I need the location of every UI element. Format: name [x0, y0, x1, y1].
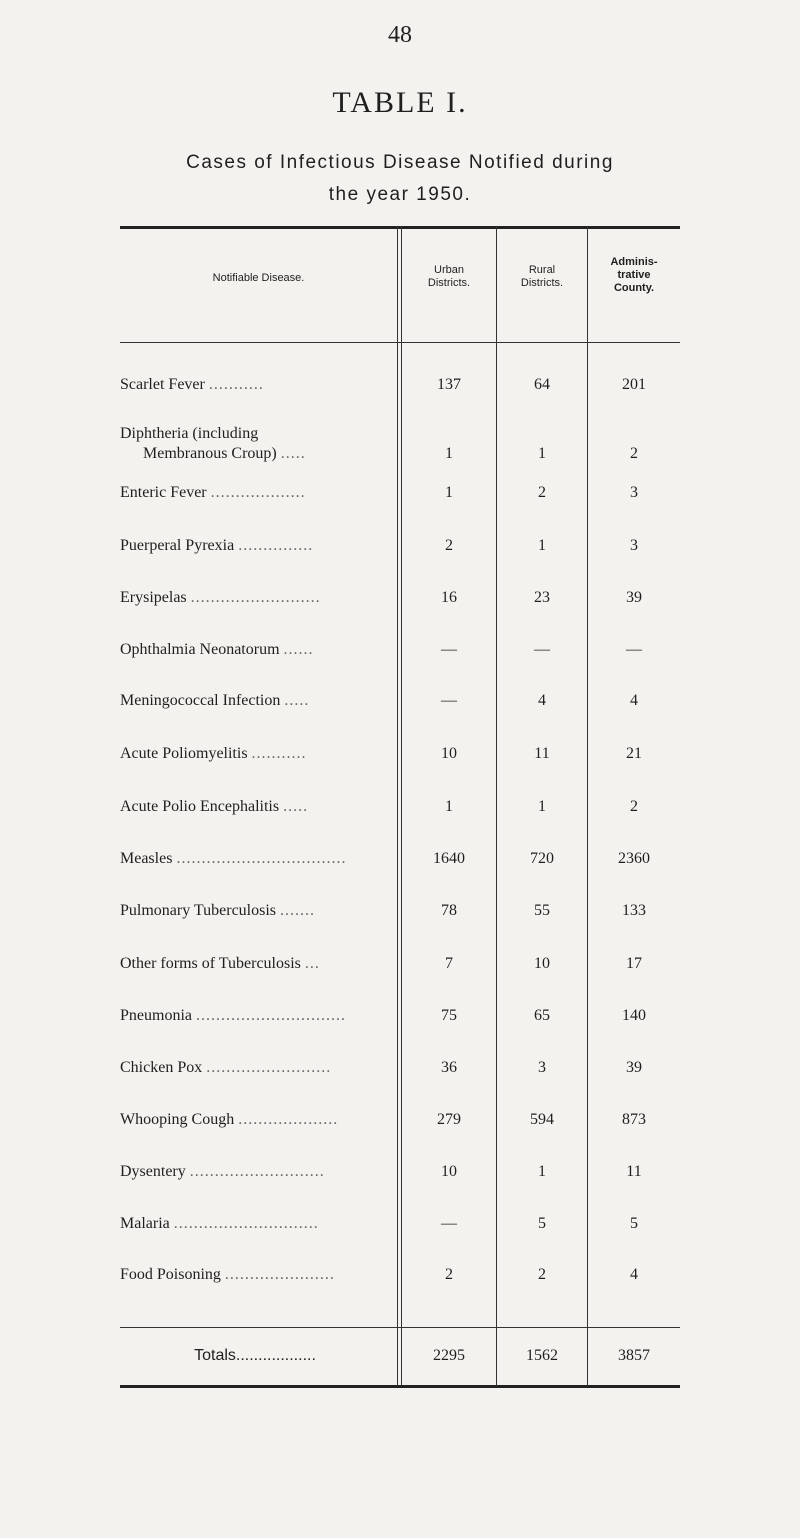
urban-value: 16	[441, 589, 457, 606]
table-row: Enteric Fever ................... 1 2 3	[120, 483, 680, 523]
header-rural: Rural Districts.	[520, 264, 564, 289]
disease-name: Whooping Cough	[120, 1111, 235, 1128]
disease-name: Erysipelas	[120, 589, 187, 606]
rural-value: 1	[538, 537, 546, 554]
admin-total: 3857	[618, 1347, 650, 1364]
admin-value: 2	[630, 445, 638, 462]
rural-value: 10	[534, 955, 550, 972]
rural-value: 2	[538, 1266, 546, 1283]
admin-value: 873	[622, 1111, 646, 1128]
admin-value: 140	[622, 1007, 646, 1024]
rural-value: 11	[534, 745, 550, 762]
urban-value: 1	[445, 484, 453, 501]
notifications-table	[120, 226, 680, 1538]
rural-value: 2	[538, 484, 546, 501]
admin-value: 11	[626, 1163, 642, 1180]
rural-value: 64	[534, 376, 550, 393]
rural-value: 23	[534, 589, 550, 606]
disease-name: Puerperal Pyrexia	[120, 537, 235, 554]
rural-value: —	[534, 641, 550, 658]
urban-value: 2	[445, 1266, 453, 1283]
urban-value: —	[441, 641, 457, 658]
urban-value: 2	[445, 537, 453, 554]
disease-name: Food Poisoning	[120, 1266, 221, 1283]
urban-value: 75	[441, 1007, 457, 1024]
table-row: Measles .................................. 1640 720 2360	[120, 849, 680, 889]
table-subtitle-line1: Cases of Infectious Disease Notified during	[186, 152, 614, 173]
table-row: Erysipelas .......................... 16 23 39	[120, 588, 680, 628]
rural-value: 55	[534, 902, 550, 919]
rural-value: 4	[538, 692, 546, 709]
admin-value: 39	[626, 1059, 642, 1076]
rural-value: 720	[530, 850, 554, 867]
admin-value: 2360	[618, 850, 650, 867]
disease-name: Measles	[120, 850, 173, 867]
rural-total: 1562	[526, 1347, 558, 1364]
rural-value: 1	[538, 798, 546, 815]
totals-label: Totals	[194, 1347, 236, 1364]
admin-value: 3	[630, 484, 638, 501]
table-row: Pneumonia .............................. 75 65 140	[120, 1006, 680, 1046]
urban-value: 1	[445, 445, 453, 462]
admin-value: 133	[622, 902, 646, 919]
header-rule	[120, 342, 680, 343]
table-row: Whooping Cough .................... 279 594 873	[120, 1110, 680, 1150]
admin-value: 5	[630, 1215, 638, 1232]
disease-name: Dysentery	[120, 1163, 186, 1180]
table-row: Scarlet Fever ........... 137 64 201	[120, 375, 680, 415]
disease-name: Enteric Fever	[120, 484, 207, 501]
admin-value: 201	[622, 376, 646, 393]
table-row: Diphtheria (including Membranous Croup) ..... 1 1 2	[120, 424, 680, 464]
rural-value: 3	[538, 1059, 546, 1076]
table-row: Other forms of Tuberculosis ... 7 10 17	[120, 954, 680, 994]
admin-value: 39	[626, 589, 642, 606]
disease-name: Malaria	[120, 1215, 170, 1232]
urban-value: 10	[441, 745, 457, 762]
table-row: Malaria ............................. — 5 5	[120, 1214, 680, 1254]
table-row: Food Poisoning ...................... 2 2 4	[120, 1265, 680, 1305]
urban-value: 279	[437, 1111, 461, 1128]
urban-value: 137	[437, 376, 461, 393]
page-number: 48	[388, 22, 412, 48]
table-row: Pulmonary Tuberculosis ....... 78 55 133	[120, 901, 680, 941]
disease-name: Pulmonary Tuberculosis	[120, 902, 277, 919]
totals-rule	[120, 1327, 680, 1328]
admin-value: 2	[630, 798, 638, 815]
urban-value: —	[441, 692, 457, 709]
rural-value: 1	[538, 1163, 546, 1180]
urban-value: 1640	[433, 850, 465, 867]
urban-value: —	[441, 1215, 457, 1232]
table-row: Ophthalmia Neonatorum ...... — — —	[120, 640, 680, 680]
urban-total: 2295	[433, 1347, 465, 1364]
header-admin-county: Adminis- trative County.	[610, 256, 658, 294]
disease-name: Acute Polio Encephalitis	[120, 798, 280, 815]
table-title: TABLE I.	[332, 86, 468, 119]
table-row: Acute Poliomyelitis ........... 10 11 21	[120, 744, 680, 784]
table-subtitle-line2: the year 1950.	[328, 184, 472, 205]
admin-value: 17	[626, 955, 642, 972]
header-urban: Urban Districts.	[427, 264, 471, 289]
disease-name: Scarlet Fever	[120, 376, 205, 393]
urban-value: 36	[441, 1059, 457, 1076]
table-row: Dysentery ........................... 10 1 11	[120, 1162, 680, 1202]
table-row: Chicken Pox ......................... 36 3 39	[120, 1058, 680, 1098]
disease-name: Acute Poliomyelitis	[120, 745, 248, 762]
rural-value: 1	[538, 445, 546, 462]
rural-value: 65	[534, 1007, 550, 1024]
urban-value: 1	[445, 798, 453, 815]
urban-value: 78	[441, 902, 457, 919]
disease-name: Diphtheria (including	[120, 425, 259, 442]
disease-name-continued: Membranous Croup)	[143, 445, 277, 462]
rural-value: 594	[530, 1111, 554, 1128]
admin-value: 4	[630, 1266, 638, 1283]
admin-value: 3	[630, 537, 638, 554]
table-row: Puerperal Pyrexia ............... 2 1 3	[120, 536, 680, 576]
table-row: Acute Polio Encephalitis ..... 1 1 2	[120, 797, 680, 837]
urban-value: 10	[441, 1163, 457, 1180]
disease-name: Meningococcal Infection	[120, 692, 281, 709]
disease-name: Ophthalmia Neonatorum	[120, 641, 280, 658]
top-rule	[120, 226, 680, 229]
admin-value: —	[626, 641, 642, 658]
totals-row: Totals.................. 2295 1562 3857	[120, 1346, 680, 1386]
disease-name: Chicken Pox	[120, 1059, 203, 1076]
disease-name: Pneumonia	[120, 1007, 192, 1024]
urban-value: 7	[445, 955, 453, 972]
header-disease: Notifiable Disease.	[212, 272, 305, 284]
admin-value: 4	[630, 692, 638, 709]
rural-value: 5	[538, 1215, 546, 1232]
table-row: Meningococcal Infection ..... — 4 4	[120, 691, 680, 731]
disease-name: Other forms of Tuberculosis	[120, 955, 301, 972]
admin-value: 21	[626, 745, 642, 762]
